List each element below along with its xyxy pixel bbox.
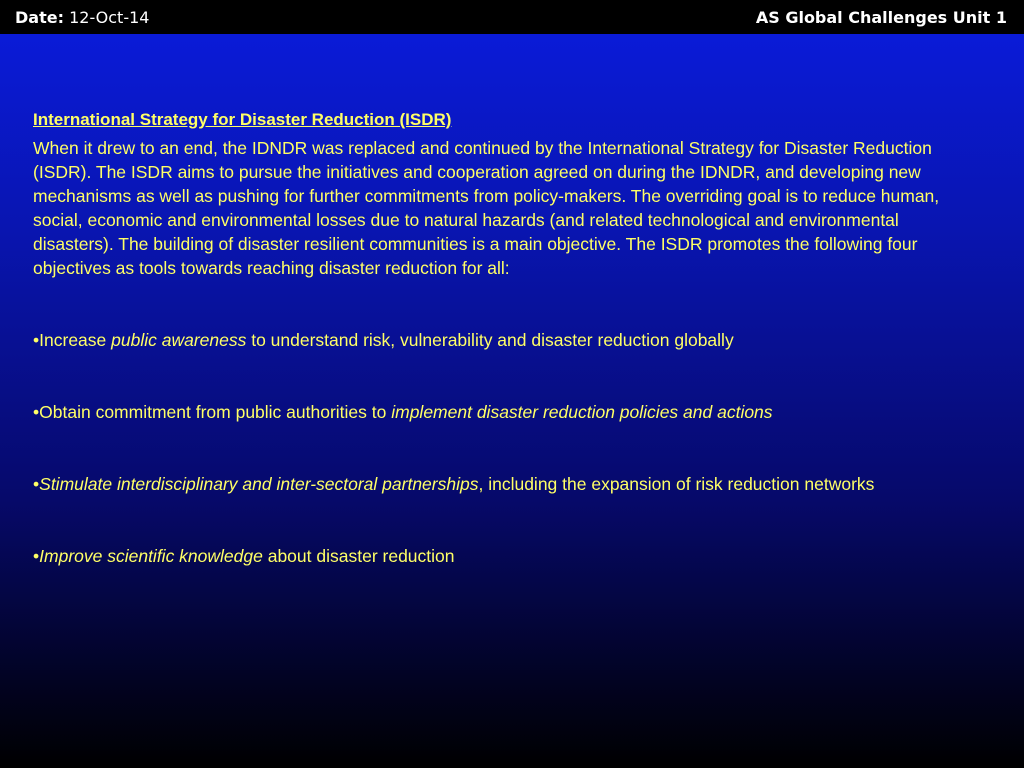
course-title: AS Global Challenges Unit 1 <box>755 8 1007 27</box>
objective-bullet-3 <box>33 472 963 496</box>
objective-bullet-1 <box>33 328 963 352</box>
slide-heading: International Strategy for Disaster Reduction (ISDR) <box>33 110 452 129</box>
intro-paragraph: When it drew to an end, the IDNDR was replaced and continued by the International Strategy for Disaster Reduction (ISDR). The ISDR aims to pursue the initiatives and cooperation agreed on during the IDNDR, and developing new mechanisms as well as pushing for further commitments from policy-makers. The overriding goal is to reduce human, social, economic and environmental losses due to natural hazards (and related technological and environmental disasters). The building of disaster resilient communities is a main objective. The ISDR promotes the following four objectives as tools towards reaching disaster reduction for all: <box>33 138 940 278</box>
slide-content <box>33 108 963 568</box>
objective-bullet-4 <box>33 544 963 568</box>
bullet-text-post: , including the expansion of risk reduction networks <box>478 474 875 494</box>
bullet-emphasis: Improve scientific knowledge <box>39 546 263 566</box>
bullet-text-post: to understand risk, vulnerability and disaster reduction globally <box>246 330 734 350</box>
bullet-text-post: about disaster reduction <box>262 546 455 566</box>
bullet-emphasis: Stimulate interdisciplinary and inter-sectoral partnerships <box>39 474 479 494</box>
bullet-marker: • <box>33 546 40 566</box>
bullet-marker: • <box>33 402 40 422</box>
objective-bullet-2 <box>33 400 963 424</box>
bullet-text-pre: Increase <box>39 330 112 350</box>
date-label: Date: <box>15 8 64 27</box>
bullet-text-pre: Obtain commitment from public authorities to <box>39 402 392 422</box>
bullet-marker: • <box>33 330 40 350</box>
header-bar <box>0 0 1024 34</box>
bullet-emphasis: implement disaster reduction policies and actions <box>391 402 773 422</box>
date-value: 12-Oct-14 <box>69 8 150 27</box>
bullet-marker: • <box>33 474 40 494</box>
bullet-emphasis: public awareness <box>111 330 247 350</box>
date-group <box>15 8 149 27</box>
